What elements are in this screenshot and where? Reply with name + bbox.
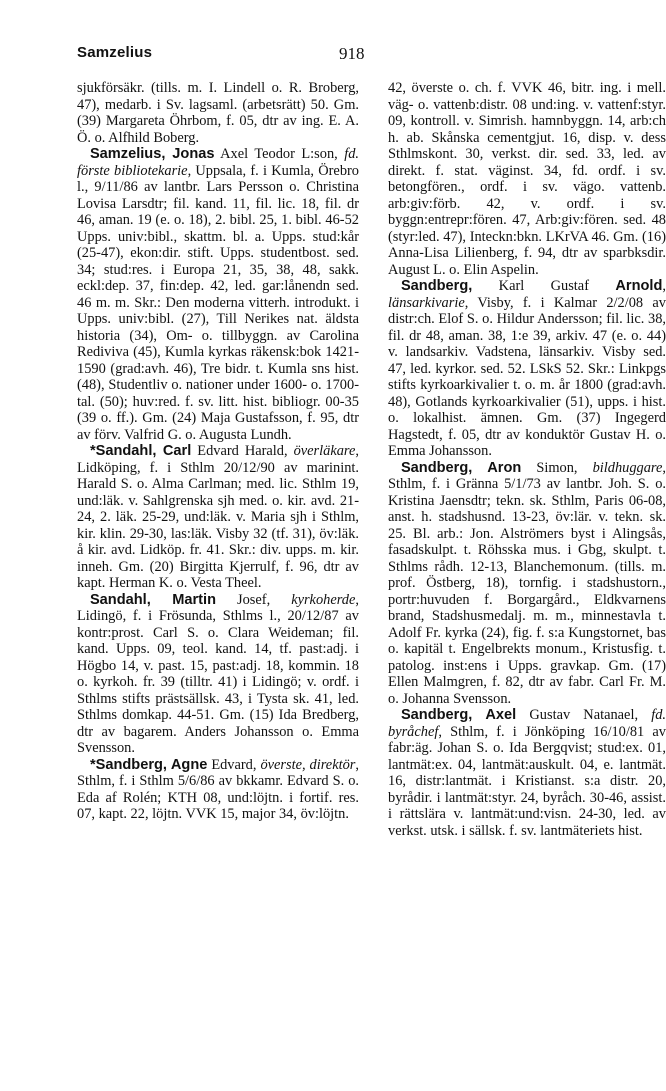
left-column (77, 80, 359, 823)
entry-text: , Visby, f. i Kalmar 2/2/08 av distr:ch. Elof S. o. Hildur Andersson; fil. lic. 38, fil. dr 48, aman. 38, 1:e 39, arkiv. 47 (e. o. 44) v. landsarkiv. Vadstena, länsarkiv. Visby sed. 47, led. kyrkor. sed. 52. LSkS 52. Skr.: Linkpgs stifts kyrkoarkivalier t. o. m. år 1800 (grad:avh. 48), Gotlands kyrkoarkivalier (51), upps. i hist. o. lokalhist. ämnen. Gm. (37) Ingegerd Hagstedt, f. 05, dtr av konduktör Gustav H. o. Emma Johansson. (388, 294, 666, 459)
entry-text: , (662, 278, 666, 294)
entry-text: , Sthlm, f. i Jönköping 16/10/81 av fabr:äg. Johan S. o. Ida Bergqvist; stud:ex. 01, lantmät:ex. 04, lantmät:auskult. 04, e. lantmät. 16, distr:lantmät. i Kristianst. s:a distr. 20, byrådir. i lantmät:styr. 24, byråch. 30-46, assist. i rättslära v. lantmät:und:visn. 24-30, led. av verkst. utsk. i sällsk. f. sv. lantmäteriets hist. (388, 723, 666, 839)
entry-name: *Sandberg, Agne (89, 756, 208, 773)
entry-title: fd. förste bibliotekarie (77, 146, 359, 179)
right-column (388, 80, 666, 839)
biography-entry (388, 278, 666, 460)
entry-text: Simon, (521, 459, 593, 476)
biography-entry (77, 443, 359, 592)
entry-text: Edvard Harald, (191, 443, 294, 459)
entry-text: , Sthlm, f. i Sthlm 5/6/86 av bkkamr. Edvard S. o. Eda af Rolén; KTH 08, und:löjtn. i fortif. res. 07, kapt. 22, löjtn. VVK 15, major 34, öv:löjtn. (77, 756, 359, 822)
entry-text: sjukförsäkr. (tills. m. I. Lindell o. R. Broberg, 47), medarb. i Sv. lagsaml. (arbetsrätt) 50. Gm. (39) Margareta Öhrbom, f. 05, dtr av ing. E. A. Ö. o. Alfhild Boberg. (77, 80, 359, 146)
entry-text: , Sthlm, f. i Gränna 5/1/73 av lantbr. Joh. S. o. Kristina Jaensdtr; tekn. sk. Sthlm, Paris 06-08, anst. h. stadshusnd. 13-23, öv:lär. v. tekn. sk. 25. Bl. arb.: Jon. Alströmers byst i Alingsås, fasadskulpt. t. Röhsska mus. i Gbg, skulpt. t. Sthlms rådh. 12-13, Blanchemonum. (tills. m. prof. Östberg, 18), tornfig. i stadshustorn., portr:huvuden f. Borgargård., Eldkvarnens brand, Stadshusmedalj. m. m., minnestavla t. Adolf Fr. kyrka (24), fig. f. s:a Kungstornet, bas o. kapitäl t. Engelbrekts monum., Kristusfig. t. patolog. inst:ens i Upps. gravkap. Gm. (17) Ellen Malmgren, f. 82, dtr av fabr. Carl Fr. M. o. Johanna Svensson. (388, 459, 666, 707)
entry-text: 42, överste o. ch. f. VVK 46, bitr. ing. i mell. väg- o. vattenb:distr. 08 und:ing. v. vattenf:styr. 09, kontroll. v. Simrish. hamnbyggn. 14, arb:ch h. ab. Skånska cementgjut. 16, disp. v. dess Sthlmskont. 30, verkst. dir. sed. 33, led. av direkt. f. stat. väginst. 34, fd. ordf. i sv. betongfören., ordf. i sv. vägo. vattenb. arb:giv:förb. 42, v. ordf. i sv. byggn:entrepr:fören. 47, Arb:giv:fören. sed. 48 (styr:led. 47), Inteckn:bkn. LKrVA 46. Gm. (16) Anna-Lisa Lilienberg, f. 94, dtr av sparbksdir. August L. o. Elin Aspelin. (388, 80, 666, 278)
entry-name: Arnold (615, 278, 663, 294)
entry-text: Karl Gustaf (472, 278, 616, 294)
entry-title: överläkare (293, 443, 356, 459)
entry-text: , Lidingö, f. i Frösunda, Sthlms l., 20/12/87 av kontr:prost. Carl S. o. Clara Weideman; fil. kand. Upps. 09, teol. kand. 14, tf. past:adj. i Högbo 14, v. past. 15, past:adj. 18, kommin. 18 o. kyrkoh. fr. 39 (tilltr. 41) i Lidingö; v. ordf. i Sthlms stifts prästsällsk. 43, i Tysta sk. 41, led. Sthlms domkap. 44-51. Gm. (15) Ida Bredberg, dtr av bagarem. Anders Johansson o. Emma Svensson. (77, 591, 359, 756)
biography-entry (77, 592, 359, 757)
entry-name: Samzelius, Jonas (89, 146, 215, 162)
entry-text: , Uppsala, f. i Kumla, Örebro l., 9/11/86 av lantbr. Lars Persson o. Christina Lovisa Larsdtr; fil. kand. 11, fil. lic. 18, fil. dr 46, aman. 19 (e. o. 18), 2. bibl. 25, 1. bibl. 46-52 Upps. univ:bibl., skattm. bl. a. Upps. stud:kår (25-47), ekon:dir. stift. Upps. studentbost. sed. 34; stud:res. i Europa 21, 35, 38, 48, sakk. eckl:dep. 37, fin:dep. 42, led. gar:lånendn sed. 46 m. m. Skr.: Den moderna vitterh. introdukt. i Upps. univ:bibl. (27), Till Nerikes nat. äldsta historia (34), Om- o. tillbyggn. av Carolina Rediviva (45), Kumla kyrkas räkensk:bok 1421-1590 (grad:avh. 46), Tre bidr. t. Kumla sns hist. (48), Studentliv o. nationer under 1600- o. 1700-tal. (50); huv:red. f. sv. litt. hist. bibliogr. 00-35 (39 o. ff.). Gm. (24) Maja Gustafsson, f. 95, dtr av förv. Valfrid G. o. Augusta Lundh. (77, 162, 359, 443)
biography-entry (388, 80, 666, 278)
biography-entry (388, 460, 666, 708)
biography-entry (77, 80, 359, 146)
entry-text: Edvard, (207, 756, 261, 773)
entry-title: kyrkoherde (291, 591, 356, 608)
entry-name: Sandberg, Aron (400, 459, 522, 476)
entry-title: överste, direktör (260, 756, 356, 773)
page-number: 918 (339, 44, 365, 63)
running-head: Samzelius (77, 44, 153, 61)
entry-title: länsarkivarie (388, 294, 465, 311)
entry-text: Gustav Natanael, (516, 707, 652, 723)
entry-name: *Sandahl, Carl (89, 443, 192, 459)
biography-entry (77, 146, 359, 443)
entry-text: Josef, (216, 591, 292, 608)
entry-name: Sandberg, (400, 278, 473, 294)
entry-text: Axel Teodor L:son, (214, 146, 345, 162)
entry-title: bildhuggare (592, 459, 663, 476)
entry-title: fd. byråchef (388, 707, 666, 740)
page-header (77, 44, 637, 68)
entry-name: Sandberg, Axel (400, 707, 517, 723)
biography-entry (77, 757, 359, 823)
entry-text: , Lidköping, f. i Sthlm 20/12/90 av marinint. Harald S. o. Alma Carlman; med. lic. Sthlm 19, und:läk. v. Sahlgrenska sjh med. o. kir. avd. 21-24, 2. läk. 25-29, und:läk. v. Maria sjh i Sthlm, kir. klin. 29-30, las:läk. Visby 32 (tf. 31), öv:läk. å kir. avd. Lidköp. fr. 41. Skr.: div. upps. m. kir. inneh. Gm. (20) Birgitta Kjerrulf, f. 96, dtr av kapt. Herman K. o. Vesta Theel. (77, 443, 359, 591)
entry-name: Sandahl, Martin (89, 591, 217, 608)
biography-entry (388, 707, 666, 839)
